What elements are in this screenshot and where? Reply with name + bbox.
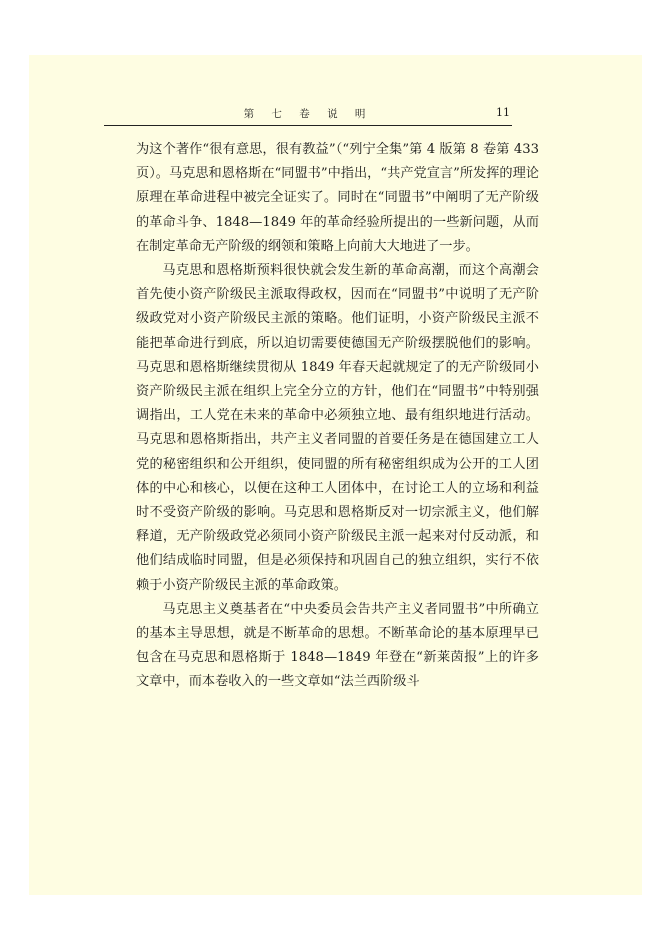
paragraph-continuation: 为这个著作“很有意思，很有教益”（“列宁全集”第 4 版第 8 卷第 433 页）。马克思和恩格斯在“同盟书”中指出，“共产党宣言”所发挥的理论原理在革命进程中被完全证实了。同时在“同盟书”中阐明了无产阶级的革命斗争、1848—1849 年的革命经验所提出的一些新问题，从而在制定革命无产阶级的纲领和策略上向前大大地进了一步。 <box>136 142 539 254</box>
body-text <box>136 138 539 695</box>
page-number: 11 <box>496 106 510 119</box>
running-head <box>104 101 512 126</box>
paragraph-permanent-revolution: 马克思主义奠基者在“中央委员会告共产主义者同盟书”中所确立的基本主导思想，就是不断革命的思想。不断革命论的基本原理早已包含在马克思和恩格斯于 1848—1849 年登在“新莱茵报”上的许多文章中，而本卷收入的一些文章如“法兰西阶级斗 <box>136 601 539 690</box>
paragraph-tactics: 马克思和恩格斯预料很快就会发生新的革命高潮，而这个高潮会首先使小资产阶级民主派取得政权，因而在“同盟书”中说明了无产阶级政党对小资产阶级民主派的策略。他们证明，小资产阶级民主派不能把革命进行到底，所以迫切需要使德国无产阶级摆脱他们的影响。马克思和恩格斯继续贯彻从 1849 年春天起就规定了的无产阶级同小资产阶级民主派在组织上完全分立的方针，他们在“同盟书”中特别强调指出，工人党在未来的革命中必须独立地、最有组织地进行活动。马克思和恩格斯指出，共产主义者同盟的首要任务是在德国建立工人党的秘密组织和公开组织，使同盟的所有秘密组织成为公开的工人团体的中心和核心，以便在这种工人团体中，在讨论工人的立场和利益时不受资产阶级的影响。马克思和恩格斯反对一切宗派主义，他们解释道，无产阶级政党必须同小资产阶级民主派一起来对付反动派，和他们结成临时同盟，但是必须保持和巩固自己的独立组织，实行不依赖于小资产阶级民主派的革命政策。 <box>136 263 539 593</box>
running-head-title: 第 七 卷 说 明 <box>243 108 373 120</box>
